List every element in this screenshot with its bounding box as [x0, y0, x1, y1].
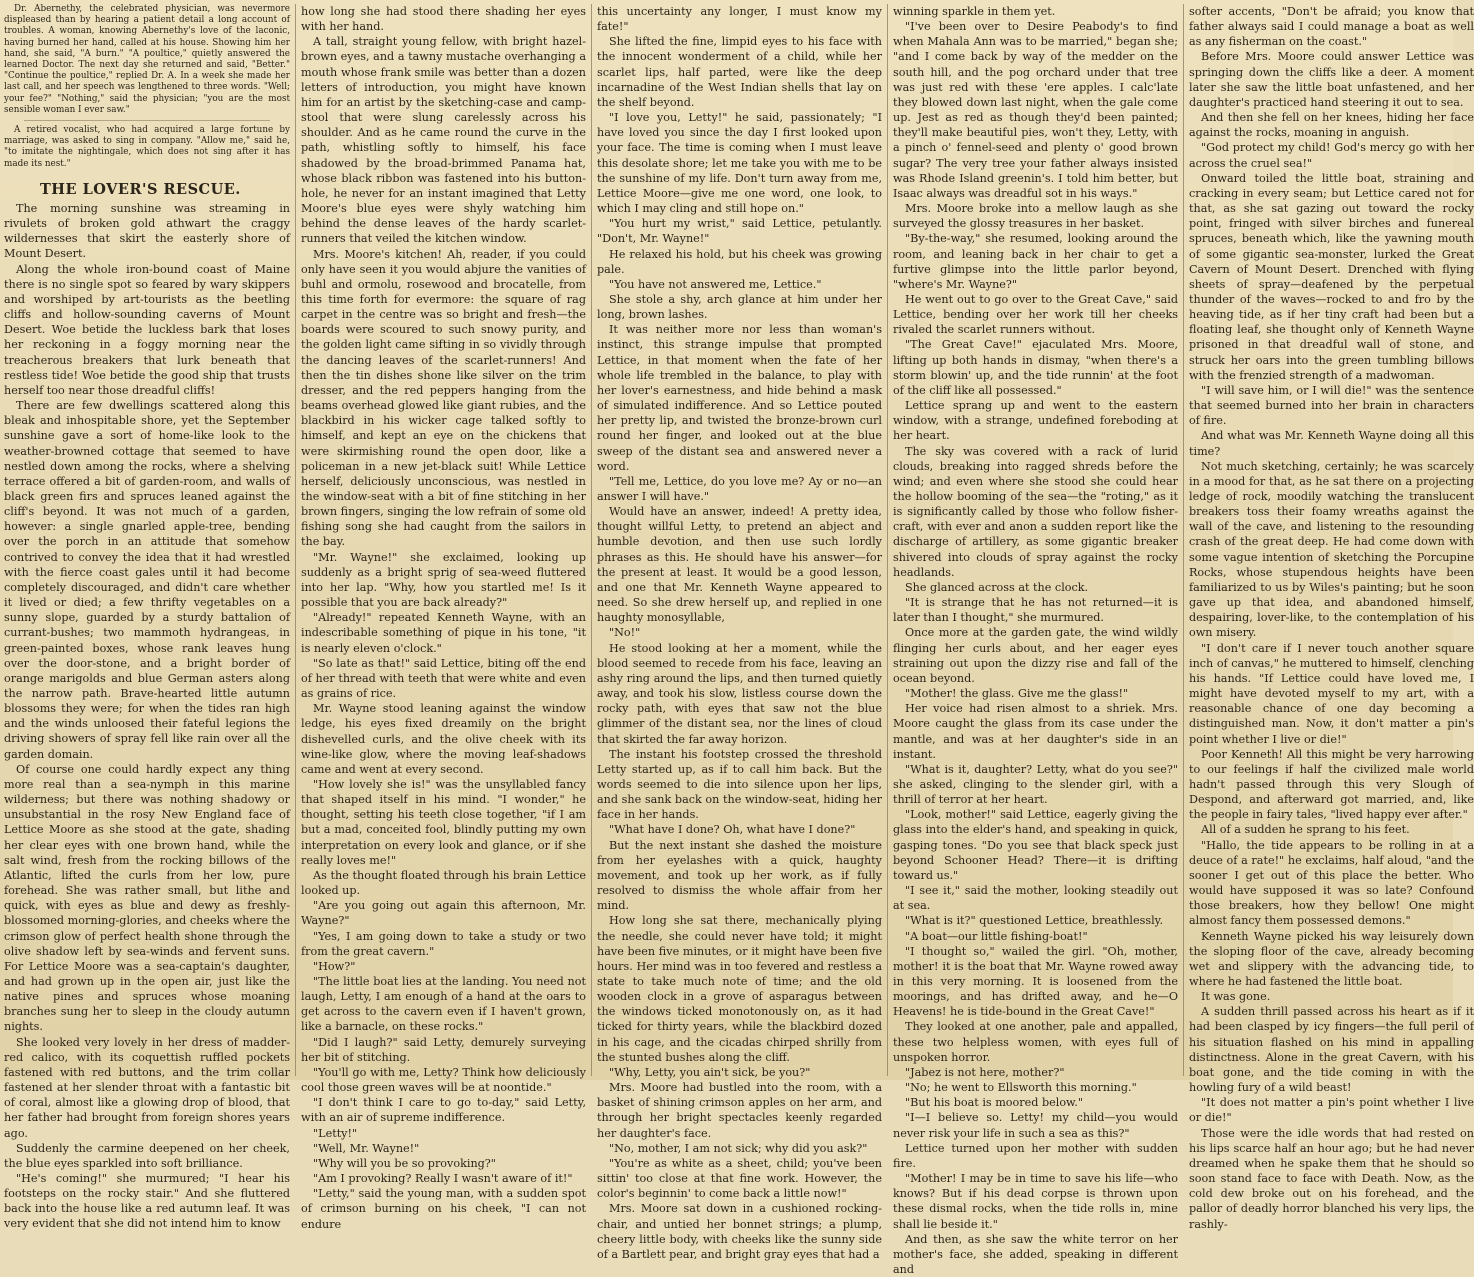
- story-paragraph: Those were the idle words that had rested on his lips scarce half an hour ago; but he had never dreamed when he spake them that he should so soon stand face to face with Death. Now, as the cold dew broke out on his forehead, and the pallor of deadly horror blanched his very lips, the rashly-: [1189, 1126, 1474, 1231]
- anecdote-abernethy: Dr. Abernethy, the celebrated physician, was nevermore displeased than by hearing a patient detail a long account of troubles. A woman, knowing Abernethy's love of the laconic, having burned her hand, called at his house. Showing him her hand, she said, "A burn." "A poultice," quietly answered the learned Doctor. The next day she returned and said, "Better." "Continue the poultice," replied Dr. A. In a week she made her last call, and her speech was lengthened to three words. "Well; your fee?" "Nothing," said the physician; "you are the most sensible woman I ever saw.": [4, 4, 290, 115]
- story-paragraph: "You'll go with me, Letty? Think how deliciously cool those green waves will be at noontide.": [301, 1065, 586, 1095]
- story-paragraph: Mrs. Moore's kitchen! Ah, reader, if you could only have seen it you would abjure the vanities of buhl and ormolu, rosewood and brocatelle, from this time forth for evermore: the square of rag carpet in the centre was so bright and fresh—the boards were scoured to such snowy purity, and the golden light came sifting in so vividly through the dancing leaves of the scarlet-runners! And then the tin dishes shone like silver on the trim dresser, and the red peppers hanging from the beams overhead glowed like giant rubies, and the blackbird in his wicker cage talked softly to himself, and kept an eye on the chickens that were skirmishing round the open door, like a policeman in a new jet-black suit! While Lettice herself, deliciously unconscious, was nestled in the window-seat with a bit of fine stitching in her brown fingers, singing the low refrain of some old fishing song she had caught from the sailors in the bay.: [301, 247, 586, 549]
- story-paragraph: "By-the-way," she resumed, looking around the room, and leaning back in her chair to get a furtive glimpse into the little parlor beyond, "where's Mr. Wayne?": [893, 232, 1178, 291]
- story-paragraph: It was gone.: [1201, 990, 1271, 1004]
- story-paragraph: "Did I laugh?" said Letty, demurely surveying her bit of stitching.: [301, 1035, 586, 1064]
- story-paragraph: "I see it," said the mother, looking steadily out at sea.: [893, 884, 1178, 913]
- story-paragraph: Lettice sprang up and went to the eastern window, with a strange, undefined foreboding at her heart.: [893, 399, 1178, 443]
- story-paragraph: She stole a shy, arch glance at him under her long, brown lashes.: [597, 292, 882, 322]
- story-paragraph: The instant his footstep crossed the threshold Letty started up, as if to call him back. But the words seemed to die into silence upon her lips, and she sank back on the window-seat, hiding her face in her hands.: [597, 747, 882, 822]
- story-paragraph: "Well, Mr. Wayne!": [313, 1141, 420, 1155]
- story-paragraph: "Mr. Wayne!" she exclaimed, looking up suddenly as a bright sprig of sea-weed fluttered into her lap. "Why, how you startled me! Is it possible that you are back already?": [301, 550, 586, 610]
- story-paragraph: "I don't care if I never touch another square inch of canvas," he muttered to himself, clenching his hands. "If Lettice could have loved me, I might have devoted myself to my art, with a reasonable chance of one day becoming a distinguished man. Now, it don't matter a pin's point whether I live or die!": [1189, 641, 1474, 746]
- story-paragraph: Poor Kenneth! All this might be very harrowing to our feelings if half the civilized male world hadn't passed through this very Slough of Despond, and afterward got married, and, like the people in fairy tales, "lived happy ever after.": [1189, 747, 1474, 822]
- story-paragraph: But the next instant she dashed the moisture from her eyelashes with a quick, haughty movement, and took up her work, as if fully resolved to dismiss the whole affair from her mind.: [597, 838, 882, 913]
- story-paragraph: "I will save him, or I will die!" was the sentence that seemed burned into her brain in characters of fire.: [1189, 383, 1474, 428]
- story-paragraph: "You have not answered me, Lettice.": [609, 277, 822, 291]
- story-paragraph: Along the whole iron-bound coast of Maine there is no single spot so feared by wary skippers and worshiped by art-tourists as the beetling cliffs and hollow-sounding caverns of Mount Desert. Woe betide the luckless bark that loses her reckoning in a foggy morning near the treacherous breakers that lurk beneath that restless tide! Woe betide the good ship that trusts herself too near those dreadful cliffs!: [4, 262, 290, 397]
- story-paragraph: As the thought floated through his brain Lettice looked up.: [301, 868, 586, 898]
- story-paragraph: softer accents, "Don't be afraid; you know that father always said I could manage a boat as well as any fisherman on the coast.": [1189, 5, 1474, 49]
- story-paragraph: He went out to go over to the Great Cave," said Lettice, bending over her work till her cheeks rivaled the scarlet runners without.: [893, 292, 1178, 337]
- story-paragraph: Of course one could hardly expect any thing more real than a sea-nymph in this marine wilderness; but there was nothing shadowy or unsubstantial in the rosy New England face of Lettice Moore as she stood at the gate, shading her clear eyes with one brown hand, while the salt wind, fresh from the rocking billows of the Atlantic, lifted the curls from her low, pure forehead. She was rather small, but lithe and quick, with eyes as blue and dewy as freshly-blossomed morning-glories, and cheeks where the crimson glow of perfect health shone through the olive shadow left by sea-winds and fervent suns. For Lettice Moore was a sea-captain's daughter, and had grown up in the open air, just like the native pines and spruces whose moaning branches sung her to sleep in the cloudy autumn nights.: [4, 762, 290, 1034]
- story-paragraph: Mrs. Moore had bustled into the room, with a basket of shining crimson apples on her arm, and through her bright spectacles keenly regarded her daughter's face.: [597, 1081, 882, 1140]
- story-paragraph: Her voice had risen almost to a shriek. Mrs. Moore caught the glass from its case under the mantle, and was at her daughter's side in an instant.: [893, 702, 1178, 761]
- story-paragraph: How long she sat there, mechanically plying the needle, she could never have told; it might have been five minutes, or it might have been five hours. Her mind was in too fevered and restless a state to take much note of time; and the old wooden clock in a grove of asparagus between the windows ticked monotonously on, as it had ticked for thirty years, while the blackbird dozed in his cage, and the cicadas chirped shrilly from the stunted bushes along the cliff.: [597, 914, 882, 1064]
- anecdote-vocalist: A retired vocalist, who had acquired a large fortune by marriage, was asked to sing in company. "Allow me," said he, "to imitate the nightingale, which does not sing after it has made its nest.": [4, 125, 290, 169]
- story-paragraph: "I've been over to Desire Peabody's to find when Mahala Ann was to be married," began she; "and I come back by way of the medder on the south hill, and the pog orchard under that tree was just red with these 'ere apples. I calc'late they blowed down last night, when the gale come up. Jest as red as though they'd been painted; they'll make beautiful pies, won't they, Letty, with a pinch o' fennel-seed and plenty o' good brown sugar? The very tree your father always insisted was Rhode Island greenin's. I told him better, but Isaac always was dreadful sot in his ways.": [893, 20, 1178, 200]
- story-paragraph: "Letty," said the young man, with a sudden spot of crimson burning on his cheek, "I can not endure: [301, 1187, 586, 1231]
- story-paragraph: "Hallo, the tide appears to be rolling in at a deuce of a rate!" he exclaims, half aloud, "and the sooner I get out of this place the better. Who would have supposed it was so late? Confound those breakers, how they bellow! One might almost fancy them possessed demons.": [1189, 838, 1474, 928]
- story-paragraph: "What is it, daughter? Letty, what do you see?" she asked, clinging to the slender girl, with a thrill of terror at her heart.: [893, 762, 1178, 807]
- story-paragraph: It was neither more nor less than woman's instinct, this strange impulse that prompted Lettice, in that moment when the fate of her whole life trembled in the balance, to play with her lover's earnestness, and hide behind a mask of simulated indifference. And so Lettice pouted her pretty lip, and twisted the bronze-brown curl round her finger, and looked out at the blue sweep of the distant sea and answered never a word.: [597, 323, 882, 473]
- story-paragraph: "I love you, Letty!" he said, passionately; "I have loved you since the day I first looked upon your face. The time is coming when I must leave this desolate shore; let me take you with me to be the sunshine of my life. Don't turn away from me, Lettice Moore—give me one word, one look, to which I may cling and still hope on.": [597, 111, 882, 216]
- story-paragraph: "What have I done? Oh, what have I done?": [609, 823, 856, 837]
- story-paragraph: "It is strange that he has not returned—it is later than I thought," she murmured.: [893, 596, 1178, 625]
- story-paragraph: "Mother! the glass. Give me the glass!": [905, 687, 1129, 701]
- story-paragraph: Kenneth Wayne picked his way leisurely down the sloping floor of the cave, already becoming wet and slippery with the advancing tide, to where he had fastened the little boat.: [1189, 929, 1474, 988]
- story-paragraph: "No; he went to Ellsworth this morning.": [905, 1081, 1137, 1095]
- story-paragraph: And then, as she saw the white terror on her mother's face, she added, speaking in different and: [893, 1232, 1178, 1276]
- story-paragraph: "A boat—our little fishing-boat!": [905, 929, 1088, 943]
- story-paragraph: "I don't think I care to go to-day," said Letty, with an air of supreme indifference.: [301, 1096, 586, 1125]
- story-paragraph: "But his boat is moored below.": [905, 1096, 1084, 1110]
- column-3: [597, 4, 882, 1261]
- story-paragraph: this uncertainty any longer, I must know my fate!": [597, 5, 882, 34]
- column-4-body: [893, 4, 1178, 1277]
- story-paragraph: Mrs. Moore broke into a mellow laugh as she surveyed the glossy treasures in her basket.: [893, 202, 1178, 231]
- story-paragraph: "The little boat lies at the landing. You need not laugh, Letty, I am enough of a hand at the oars to get across to the cavern even if I haven't grown, like a barnacle, on these rocks.": [301, 975, 586, 1034]
- story-paragraph: how long she had stood there shading her eyes with her hand.: [301, 5, 586, 34]
- column-1-body: [4, 201, 290, 1232]
- story-paragraph: "So late as that!" said Lettice, biting off the end of her thread with teeth that were white and even as grains of rice.: [301, 656, 586, 701]
- column-4: [893, 4, 1178, 1276]
- story-paragraph: "God protect my child! God's mercy go with her across the cruel sea!": [1189, 141, 1474, 170]
- story-paragraph: "Already!" repeated Kenneth Wayne, with an indescribable something of pique in his tone, "it is nearly eleven o'clock.": [301, 611, 586, 655]
- story-paragraph: She glanced across at the clock.: [905, 580, 1089, 594]
- story-paragraph: A tall, straight young fellow, with bright hazel-brown eyes, and a tawny mustache overhanging a mouth whose frank smile was better than a dozen letters of introduction, you might have known him for an artist by the sketching-case and camp-stool that were slung carelessly across his shoulder. And as he came round the curve in the path, whistling softly to himself, his face shadowed by the broad-brimmed Panama hat, whose black ribbon was fastened into his button-hole, he never for an instant imagined that Letty Moore's blue eyes were shyly watching him behind the dense leaves of the hardy scarlet-runners that veiled the kitchen window.: [301, 35, 586, 246]
- story-paragraph: "It does not matter a pin's point whether I live or die!": [1189, 1096, 1474, 1125]
- story-paragraph: "He's coming!" she murmured; "I hear his footsteps on the rocky stair." And she fluttered back into the house like a red autumn leaf. It was very evident that she did not intend him to know: [4, 1172, 290, 1231]
- story-paragraph: "Mother! I may be in time to save his life—who knows? But if his dead corpse is thrown upon these dismal rocks, when the tide rolls in, mine shall lie beside it.": [893, 1172, 1178, 1231]
- column-5-body: [1189, 4, 1474, 1232]
- column-rule: [1183, 4, 1184, 1076]
- story-paragraph: "I thought so," wailed the girl. "Oh, mother, mother! it is the boat that Mr. Wayne rowed away in this very morning. It is loosened from the moorings, and has drifted away, and he—O Heavens! he is tide-bound in the Great Cave!": [893, 944, 1178, 1019]
- story-paragraph: "The Great Cave!" ejaculated Mrs. Moore, lifting up both hands in dismay, "when there's a storm blowin' up, and the tide runnin' at the foot of the cliff like all possessed.": [893, 338, 1178, 397]
- story-paragraph: "You hurt my wrist," said Lettice, petulantly. "Don't, Mr. Wayne!": [597, 217, 882, 246]
- column-2-body: [301, 4, 586, 1232]
- story-paragraph: Once more at the garden gate, the wind wildly flinging her curls about, and her eager eyes straining out upon the dizzy rise and fall of the ocean beyond.: [893, 626, 1178, 685]
- story-paragraph: "No, mother, I am not sick; why did you ask?": [609, 1141, 868, 1155]
- story-paragraph: "How?": [313, 959, 356, 973]
- column-3-body: [597, 4, 882, 1262]
- story-paragraph: And what was Mr. Kenneth Wayne doing all this time?: [1189, 429, 1474, 458]
- column-2: [301, 4, 586, 1231]
- story-paragraph: Suddenly the carmine deepened on her cheek, the blue eyes sparkled into soft brilliance.: [4, 1141, 290, 1170]
- story-paragraph: They looked at one another, pale and appalled, these two helpless women, with eyes full of unspoken horror.: [893, 1020, 1178, 1064]
- story-paragraph: "I—I believe so. Letty! my child—you would never risk your life in such a sea as this?": [893, 1111, 1178, 1140]
- story-paragraph: "Look, mother!" said Lettice, eagerly giving the glass into the elder's hand, and speaking in quick, gasping tones. "Do you see that black speck just beyond Schooner Head? There—it is drifting toward us.": [893, 808, 1178, 882]
- story-paragraph: "Why will you be so provoking?": [313, 1156, 496, 1170]
- story-paragraph: "What is it?" questioned Lettice, breathlessly.: [905, 914, 1164, 928]
- story-paragraph: The morning sunshine was streaming in rivulets of broken gold athwart the craggy wildernesses that skirt the easterly shore of Mount Desert.: [4, 202, 290, 261]
- story-paragraph: All of a sudden he sprang to his feet.: [1201, 823, 1410, 837]
- story-headline: THE LOVER'S RESCUE.: [40, 180, 241, 198]
- story-paragraph: "Tell me, Lettice, do you love me? Ay or no—an answer I will have.": [597, 474, 882, 503]
- column-rule: [591, 4, 592, 1076]
- story-paragraph: He relaxed his hold, but his cheek was growing pale.: [597, 247, 882, 276]
- story-paragraph: "How lovely she is!" was the unsyllabled fancy that shaped itself in his mind. "I wonder," he thought, setting his teeth close together, "if I am but a mad, conceited fool, blindly putting my own interpretation on every look and glance, or if she really loves me!": [301, 777, 586, 867]
- column-rule: [295, 4, 296, 1076]
- story-paragraph: Mrs. Moore sat down in a cushioned rocking-chair, and untied her bonnet strings; a plump, cheery little body, with cheeks like the sunny side of a Bartlett pear, and bright gray eyes that had a: [597, 1202, 882, 1261]
- story-paragraph: Mr. Wayne stood leaning against the window ledge, his eyes fixed dreamily on the bright dishevelled curls, and the olive cheek with its wine-like glow, where the moving leaf-shadows came and went at every second.: [301, 702, 586, 776]
- story-paragraph: He stood looking at her a moment, while the blood seemed to recede from his face, leaving an ashy ring around the lips, and then turned quietly away, and took his slow, listless course down the rocky path, with eyes that saw not the blue glimmer of the distant sea, nor the lines of cloud that skirted the far away horizon.: [597, 641, 882, 746]
- story-paragraph: "Jabez is not here, mother?": [905, 1065, 1065, 1079]
- divider: [24, 120, 270, 121]
- story-paragraph: Before Mrs. Moore could answer Lettice was springing down the cliffs like a deer. A moment later she saw the little boat unfastened, and her daughter's practiced hand steering it out to sea.: [1189, 50, 1474, 109]
- story-paragraph: And then she fell on her knees, hiding her face against the rocks, moaning in anguish.: [1189, 111, 1474, 140]
- column-5: [1189, 4, 1474, 1231]
- story-paragraph: "Am I provoking? Really I wasn't aware of it!": [313, 1172, 573, 1186]
- story-paragraph: "No!": [609, 626, 641, 640]
- story-paragraph: winning sparkle in them yet.: [893, 5, 1056, 18]
- story-paragraph: There are few dwellings scattered along this bleak and inhospitable shore, yet the September sunshine gave a sort of home-like look to the weather-browned cottage that seemed to have nestled down among the rocks, where a shelving terrace offered a bit of garden-room, and walls of black green firs and spruces leaned against the cliff's beyond. It was not much of a garden, however: a single gnarled apple-tree, bending over the porch in an attitude that somehow contrived to convey the idea that it had wrestled with the fierce coast gales until it had become completely discouraged, and didn't care whether it lived or died; a few thrifty vegetables on a sunny slope, guarded by a sturdy battalion of currant-bushes; two mammoth hydrangeas, in green-painted boxes, whose rank leaves hung over the door-stone, and a bright border of orange marigolds and blue German asters along the narrow path. Brave-hearted little autumn blossoms they were; for when the tides ran high and the winds unloosed their fateful legions the driving showers of spray fell like rain over all the garden domain.: [4, 399, 290, 761]
- story-paragraph: "Yes, I am going down to take a study or two from the great cavern.": [301, 929, 586, 958]
- story-paragraph: "Letty!": [313, 1126, 358, 1140]
- story-paragraph: Would have an answer, indeed! A pretty idea, thought willful Letty, to pretend an abject and humble devotion, and then use such lordly phrases as this. He should have his answer—for the present at least. It would be a good lesson, and one that Mr. Kenneth Wayne appeared to need. So she drew herself up, and replied in one haughty monosyllable,: [597, 505, 882, 625]
- column-1: [4, 4, 290, 1231]
- story-paragraph: Not much sketching, certainly; he was scarcely in a mood for that, as he sat there on a projecting ledge of rock, moodily watching the translucent breakers toss their foamy wreaths against the wall of the cave, and listening to the resounding crash of the great deep. He had come down with some vague intention of sketching the Porcupine Rocks, whose stupendous heights have been familiarized to us by Wiles's painting; but he soon gave up that idea, and abandoned himself, despairing, lover-like, to the contemplation of his own misery.: [1189, 459, 1474, 640]
- story-paragraph: "Why, Letty, you ain't sick, be you?": [609, 1065, 811, 1079]
- story-paragraph: "You're as white as a sheet, child; you've been sittin' too close at that fine work. However, the color's beginnin' to come back a little now!": [597, 1156, 882, 1201]
- fine-print-anecdotes: [4, 4, 290, 170]
- story-paragraph: Onward toiled the little boat, straining and cracking in every seam; but Lettice cared not for that, as she sat gazing out toward the rocky point, fringed with silver birches and funereal spruces, beneath which, like the yawning mouth of some gigantic sea-monster, lurked the Great Cavern of Mount Desert. Drenched with flying sheets of spray—deafened by the perpetual thunder of the waves—rocked to and fro by the heaving tide, as if her tiny craft had been but a floating leaf, she thought only of Kenneth Wayne prisoned in that dreadful wall of stone, and struck her oars into the green tumbling billows with the frenzied strength of a madwoman.: [1189, 171, 1474, 382]
- story-paragraph: The sky was covered with a rack of lurid clouds, breaking into ragged shreds before the wind; and even where she stood she could hear the hollow booming of the sea—the "roting," as it is significantly called by those who follow fisher-craft, with ever and anon a sudden report like the discharge of artillery, as some gigantic breaker shivered into clouds of spray against the rocky headlands.: [893, 444, 1178, 579]
- story-paragraph: "Are you going out again this afternoon, Mr. Wayne?": [301, 899, 586, 928]
- story-paragraph: Lettice turned upon her mother with sudden fire.: [893, 1141, 1178, 1170]
- story-paragraph: A sudden thrill passed across his heart as if it had been clasped by icy fingers—the full peril of his situation flashed on his mind in appalling distinctness. Alone in the great Cavern, with his boat gone, and the tide coming in with the howling fury of a wild beast!: [1189, 1005, 1474, 1095]
- story-paragraph: She lifted the fine, limpid eyes to his face with the innocent wonderment of a child, while her scarlet lips, half parted, were like the deep incarnadine of the West Indian shells that lay on the shelf beyond.: [597, 35, 882, 109]
- story-paragraph: She looked very lovely in her dress of madder-red calico, with its coquettish ruffled pockets fastened with red buttons, and the trim collar fastened at her slender throat with a fantastic bit of coral, almost like a glowing drop of blood, that her father had brought from foreign shores years ago.: [4, 1035, 290, 1140]
- column-rule: [887, 4, 888, 1076]
